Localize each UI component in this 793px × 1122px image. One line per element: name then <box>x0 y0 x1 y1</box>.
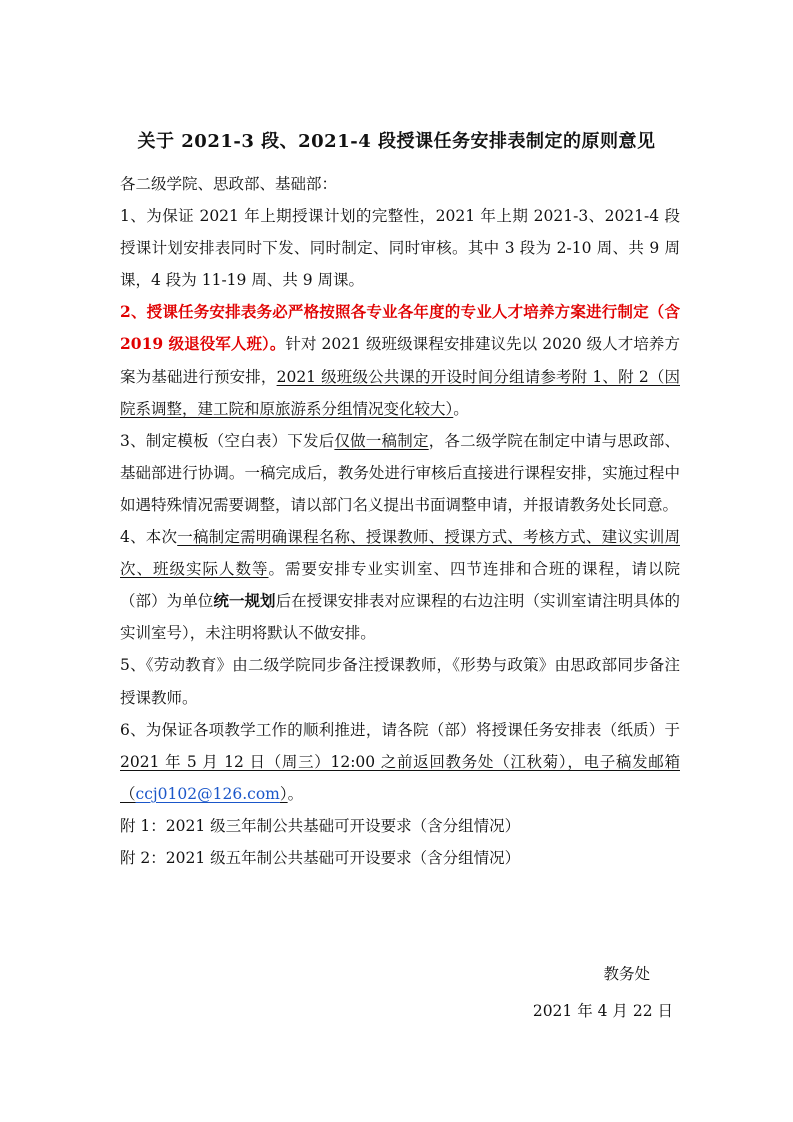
paragraph-2-text: 针对 2021 级班级课程安排建议先以 2020 级人才培养方案为基础进行预安排， <box>120 335 680 386</box>
paragraph-4-text-b: 。需要安排专业实训室、四节连排和合班的课程，请以院（部）为单位 <box>120 560 680 611</box>
signature-department: 教务处 <box>603 965 650 983</box>
paragraph-6-text-a: 6、为保证各项教学工作的顺利推进，请各院（部）将授课任务安排表（纸质）于 <box>120 720 680 739</box>
paragraph-6-underlined: 2021 年 5 月 12 日（周三）12:00 之前返回教务处（江秋菊），电子稿发邮箱（ <box>120 752 680 803</box>
paragraph-2-emphasis: 2、授课任务安排表务必严格按照各专业各年度的专业人才培养方案进行制定（含 2019 级退役军人班）。 <box>120 302 680 354</box>
paragraph-4 <box>120 521 680 649</box>
document-title: 关于 2021-3 段、2021-4 段授课任务安排表制定的原则意见 <box>137 131 656 152</box>
paragraph-1: 1、为保证 2021 年上期授课计划的完整性，2021 年上期 2021-3、2021-4 段授课计划安排表同时下发、同时制定、同时审核。其中 3 段为 2-10 周、共 9 周课，4 段为 11-19 周、共 9 周课。 <box>120 207 680 290</box>
paragraph-2 <box>120 296 680 424</box>
attachment-1: 附 1：2021 级三年制公共基础可开设要求（含分组情况） <box>120 816 521 835</box>
paragraph-4-text-c: 后在授课安排表对应课程的右边注明（实训室请注明具体的实训室号），未注明将默认不做安排。 <box>120 592 680 643</box>
paragraph-3-text-a: 3、制定模板（空白表）下发后 <box>120 431 335 450</box>
paragraph-6-underlined-end: ） <box>279 784 288 803</box>
paragraph-6-end: 。 <box>287 784 304 803</box>
signature-date: 2021 年 4 月 22 日 <box>532 1002 673 1020</box>
salutation: 各二级学院、思政部、基础部： <box>120 175 338 193</box>
paragraph-3-underlined: 仅做一稿制定 <box>334 431 429 450</box>
paragraph-4-bold: 统一规划 <box>213 591 276 611</box>
paragraph-3-text-b: ，各二级学院在制定中请与思政部、基础部进行协调。一稿完成后，教务处进行审核后直接进行课程安排，实施过程中如遇特殊情况需要调整，请以部门名义提出书面调整申请，并报请教务处长同意。 <box>120 431 680 514</box>
email-link[interactable]: ccj0102@126.com <box>135 784 280 803</box>
paragraph-6 <box>120 714 680 810</box>
paragraph-4-text-a: 4、本次 <box>120 528 178 547</box>
paragraph-2-end: 。 <box>453 399 469 418</box>
paragraph-5: 5、《劳动教育》由二级学院同步备注授课教师，《形势与政策》由思政部同步备注授课教师。 <box>120 656 680 707</box>
paragraph-3 <box>120 425 680 521</box>
paragraph-2-underlined: 2021 级班级公共课的开设时间分组请参考附 1、附 2（因院系调整，建工院和原旅游系分组情况变化较大） <box>120 367 680 418</box>
document-body <box>120 168 680 874</box>
attachment-2: 附 2：2021 级五年制公共基础可开设要求（含分组情况） <box>120 848 521 867</box>
paragraph-4-underlined: 一稿制定需明确课程名称、授课教师、授课方式、考核方式、建议实训周次、班级实际人数等 <box>120 528 680 579</box>
